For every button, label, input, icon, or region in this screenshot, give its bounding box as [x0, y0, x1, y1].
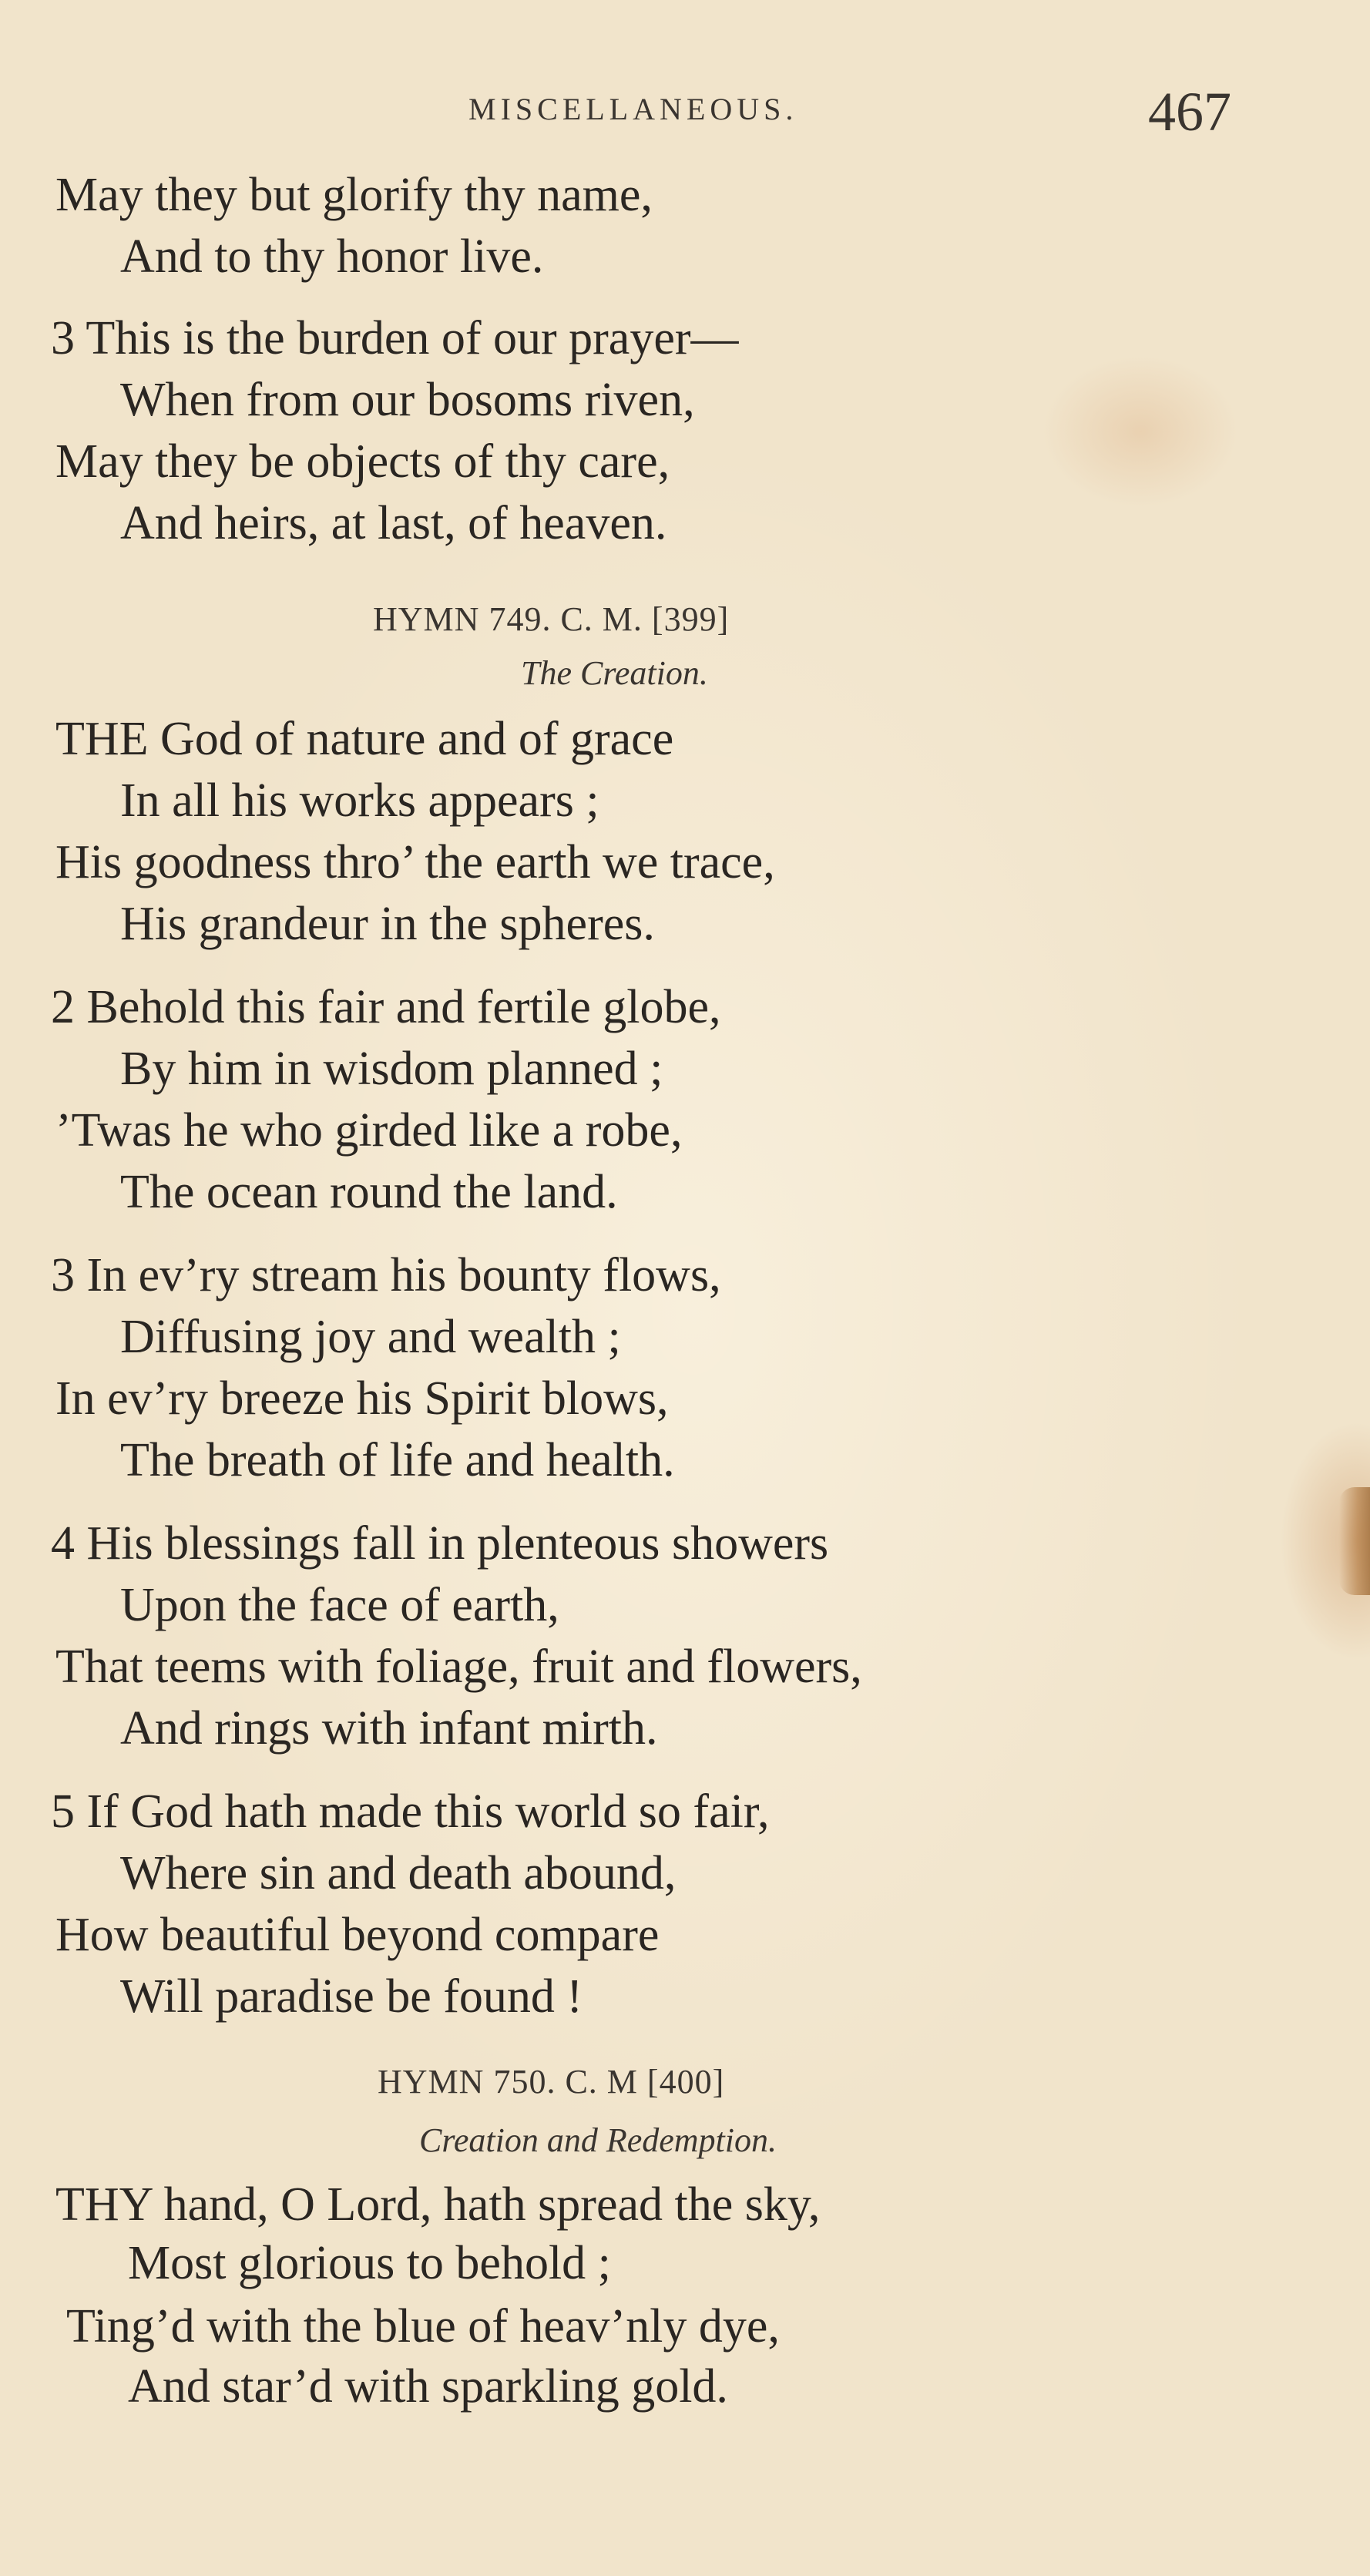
verse-line: His goodness thro’ the earth we trace,: [55, 836, 775, 888]
verse-line: Upon the face of earth,: [120, 1579, 559, 1631]
verse-line: Will paradise be found !: [120, 1970, 583, 2023]
hymn-heading: HYMN 749. C. M. [399]: [373, 600, 730, 638]
verse-line: May they be objects of thy care,: [55, 435, 670, 488]
verse-line: The ocean round the land.: [120, 1166, 618, 1218]
page-number: 467: [1148, 81, 1231, 143]
verse-line: Where sin and death abound,: [120, 1847, 677, 1899]
verse-line: And star’d with sparkling gold.: [128, 2360, 728, 2413]
verse-line: When from our bosoms riven,: [120, 374, 695, 426]
verse-line: 4 His blessings fall in plenteous showers: [51, 1517, 829, 1570]
verse-line: May they but glorify thy name,: [55, 169, 653, 221]
verse-line: By him in wisdom planned ;: [120, 1043, 663, 1095]
verse-line: His grandeur in the spheres.: [120, 898, 655, 950]
verse-line: In all his works appears ;: [120, 774, 599, 827]
verse-line: 2 Behold this fair and fertile globe,: [51, 981, 721, 1033]
verse-line: THY hand, O Lord, hath spread the sky,: [55, 2178, 821, 2231]
verse-line: 3 In ev’ry stream his bounty flows,: [51, 1249, 721, 1301]
verse-line: And to thy honor live.: [120, 230, 544, 283]
page-edge-stain: [1339, 1487, 1370, 1595]
verse-line: And rings with infant mirth.: [120, 1702, 658, 1755]
hymn-heading: HYMN 750. C. M [400]: [378, 2063, 725, 2101]
verse-line: Ting’d with the blue of heav’nly dye,: [66, 2300, 780, 2353]
verse-line: Diffusing joy and wealth ;: [120, 1311, 621, 1363]
running-title: MISCELLANEOUS.: [468, 92, 798, 126]
verse-line: And heirs, at last, of heaven.: [120, 497, 667, 549]
verse-line: 5 If God hath made this world so fair,: [51, 1785, 770, 1838]
verse-line: The breath of life and health.: [120, 1434, 675, 1486]
hymn-subtitle: Creation and Redemption.: [419, 2121, 777, 2159]
verse-line: In ev’ry breeze his Spirit blows,: [55, 1372, 669, 1425]
verse-line: How beautiful beyond compare: [55, 1909, 660, 1961]
verse-line: That teems with foliage, fruit and flowers,: [55, 1641, 862, 1693]
verse-line: ’Twas he who girded like a robe,: [55, 1104, 683, 1157]
verse-line: THE God of nature and of grace: [55, 713, 674, 765]
verse-line: 3 This is the burden of our prayer—: [51, 312, 739, 364]
hymn-subtitle: The Creation.: [521, 654, 708, 692]
verse-line: Most glorious to behold ;: [128, 2237, 611, 2289]
